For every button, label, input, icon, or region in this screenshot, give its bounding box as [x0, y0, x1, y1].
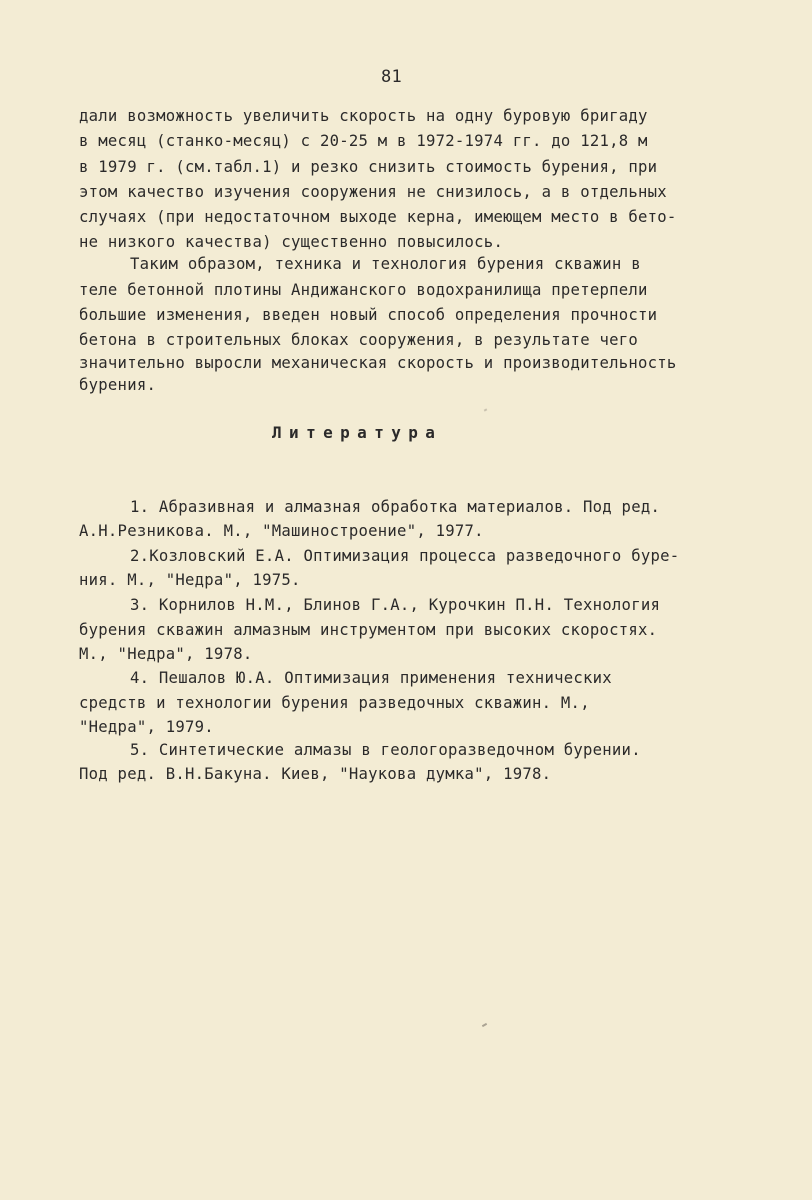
body-line: в 1979 г. (см.табл.1) и резко снизить стоимость бурения, при	[79, 158, 658, 176]
body-line: не низкого качества) существенно повысилось.	[79, 233, 504, 251]
body-line: Таким образом, техника и технология бурения скважин в	[130, 255, 641, 273]
body-line: значительно выросли механическая скорость и производительность	[79, 354, 677, 372]
page-number: 81	[381, 67, 402, 87]
paper-speck	[482, 1023, 487, 1027]
reference-line: ния. М., "Недра", 1975.	[79, 571, 301, 589]
reference-line: бурения скважин алмазным инструментом при высоких скоростях.	[79, 621, 658, 639]
body-line: в месяц (станко-месяц) с 20-25 м в 1972-1974 гг. до 121,8 м	[79, 132, 648, 150]
reference-line: А.Н.Резникова. М., "Машиностроение", 1977.	[79, 522, 484, 540]
reference-line: 4. Пешалов Ю.А. Оптимизация применения технических	[130, 669, 612, 687]
reference-line: 3. Корнилов Н.М., Блинов Г.А., Курочкин П.Н. Технология	[130, 596, 661, 614]
reference-line: "Недра", 1979.	[79, 718, 214, 736]
body-line: этом качество изучения сооружения не снизилось, а в отдельных	[79, 183, 667, 201]
body-line: большие изменения, введен новый способ определения прочности	[79, 306, 658, 324]
reference-line: М., "Недра", 1978.	[79, 645, 253, 663]
reference-line: средств и технологии бурения разведочных скважин. М.,	[79, 694, 590, 712]
body-line: бурения.	[79, 376, 157, 394]
literature-heading: Литература	[272, 423, 443, 442]
body-line: бетона в строительных блоках сооружения, в результате чего	[79, 331, 639, 349]
reference-line: Под ред. В.Н.Бакуна. Киев, "Наукова думка", 1978.	[79, 765, 552, 783]
reference-line: 1. Абразивная и алмазная обработка материалов. Под ред.	[130, 498, 661, 516]
reference-line: 2.Козловский Е.А. Оптимизация процесса разведочного буре-	[130, 547, 680, 565]
body-line: теле бетонной плотины Андижанского водохранилища претерпели	[79, 281, 648, 299]
body-line: дали возможность увеличить скорость на одну буровую бригаду	[79, 107, 648, 125]
paper-speck	[484, 408, 488, 411]
reference-line: 5. Синтетические алмазы в геологоразведочном бурении.	[130, 741, 641, 759]
body-line: случаях (при недостаточном выходе керна, имеющем место в бето-	[79, 208, 677, 226]
